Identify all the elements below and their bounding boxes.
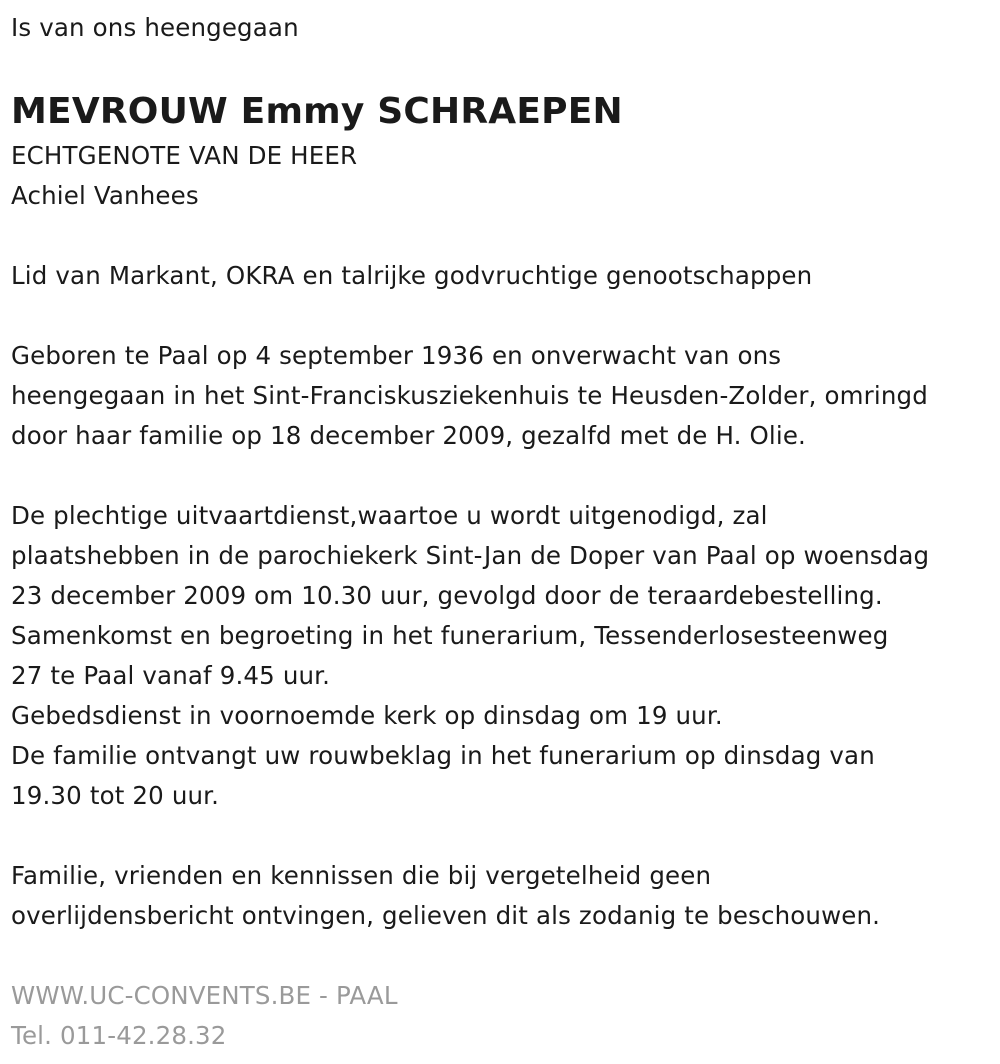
notice-line: Familie, vrienden en kennissen die bij vergetelheid geen bbox=[11, 861, 712, 890]
spacer bbox=[11, 456, 1000, 496]
service-line: De plechtige uitvaartdienst,waartoe u wordt uitgenodigd, zal bbox=[11, 501, 768, 530]
footer-phone: Tel. 011-42.28.32 bbox=[11, 1021, 227, 1050]
deceased-name: MEVROUW Emmy SCHRAEPEN bbox=[11, 91, 623, 132]
service-line: Samenkomst en begroeting in het funerarium, Tessenderlosesteenweg bbox=[11, 621, 889, 650]
spacer bbox=[11, 936, 1000, 976]
service-line: plaatshebben in de parochiekerk Sint-Jan de Doper van Paal op woensdag bbox=[11, 541, 930, 570]
service-line: 19.30 tot 20 uur. bbox=[11, 781, 220, 810]
birth-line: door haar familie op 18 december 2009, gezalfd met de H. Olie. bbox=[11, 421, 806, 450]
spacer bbox=[11, 296, 1000, 336]
footer-website: WWW.UC-CONVENTS.BE - PAAL bbox=[11, 981, 398, 1010]
birth-line: Geboren te Paal op 4 september 1936 en onverwacht van ons bbox=[11, 341, 782, 370]
service-line: De familie ontvangt uw rouwbeklag in het funerarium op dinsdag van bbox=[11, 741, 875, 770]
intro-text: Is van ons heengegaan bbox=[11, 13, 299, 42]
spacer bbox=[11, 816, 1000, 856]
service-line: 23 december 2009 om 10.30 uur, gevolgd door de teraardebestelling. bbox=[11, 581, 883, 610]
birth-line: heengegaan in het Sint-Franciskusziekenhuis te Heusden-Zolder, omringd bbox=[11, 381, 928, 410]
spouse-title: ECHTGENOTE VAN DE HEER bbox=[11, 141, 358, 170]
birth-paragraph bbox=[11, 336, 1000, 456]
spacer bbox=[11, 216, 1000, 256]
notice-paragraph bbox=[11, 856, 1000, 936]
spouse-name: Achiel Vanhees bbox=[11, 181, 199, 210]
service-line: Gebedsdienst in voornoemde kerk op dinsdag om 19 uur. bbox=[11, 701, 723, 730]
service-line: 27 te Paal vanaf 9.45 uur. bbox=[11, 661, 331, 690]
footer bbox=[11, 976, 1000, 1056]
service-paragraph bbox=[11, 496, 1000, 816]
notice-line: overlijdensbericht ontvingen, gelieven dit als zodanig te beschouwen. bbox=[11, 901, 881, 930]
membership-text: Lid van Markant, OKRA en talrijke godvruchtige genootschappen bbox=[11, 261, 813, 290]
